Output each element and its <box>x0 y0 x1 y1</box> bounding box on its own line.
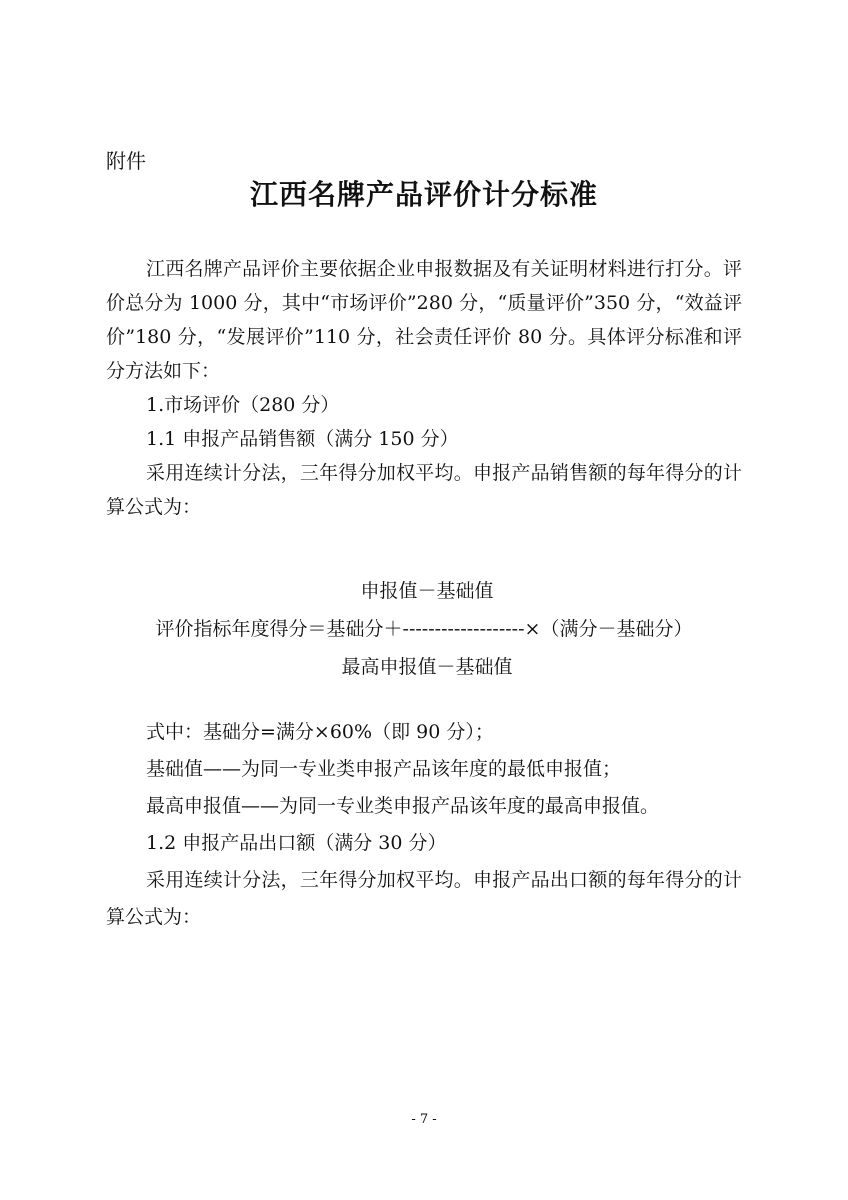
formula-main-line: 评价指标年度得分＝基础分＋-------------------×（满分－基础分） <box>155 618 693 640</box>
method-paragraph-sales: 采用连续计分法，三年得分加权平均。申报产品销售额的每年得分的计算公式为： <box>106 462 742 518</box>
subsection-heading-export: 1.2 申报产品出口额（满分 30 分） <box>146 832 447 854</box>
method-paragraph-export: 采用连续计分法，三年得分加权平均。申报产品出口额的每年得分的计算公式为： <box>106 869 742 928</box>
formula-note-base-value: 基础值——为同一专业类申报产品该年度的最低申报值； <box>146 758 622 780</box>
formula-note-base-score: 式中：基础分=满分×60%（即 90 分）； <box>146 721 494 743</box>
document-title: 江西名牌产品评价计分标准 <box>249 178 598 211</box>
page-number: - 7 - <box>411 1112 437 1127</box>
score-formula <box>0 572 848 686</box>
body-section-bottom <box>106 714 742 936</box>
intro-paragraph: 江西名牌产品评价主要依据企业申报数据及有关证明材料进行打分。评价总分为 1000 分，其中“市场评价”280 分，“质量评价”350 分，“效益评价”180 分，“发展评价”110 分，社会责任评价 80 分。具体评分标准和评分方法如下： <box>106 258 742 382</box>
formula-note-max-value: 最高申报值——为同一专业类申报产品该年度的最高申报值。 <box>146 795 660 817</box>
formula-numerator: 申报值－基础值 <box>360 580 494 602</box>
section-heading-market: 1.市场评价（280 分） <box>146 394 340 416</box>
subsection-heading-sales: 1.1 申报产品销售额（满分 150 分） <box>146 428 459 450</box>
body-section-top <box>106 252 742 524</box>
formula-denominator: 最高申报值－基础值 <box>341 656 513 678</box>
attachment-label: 附件 <box>106 149 146 173</box>
